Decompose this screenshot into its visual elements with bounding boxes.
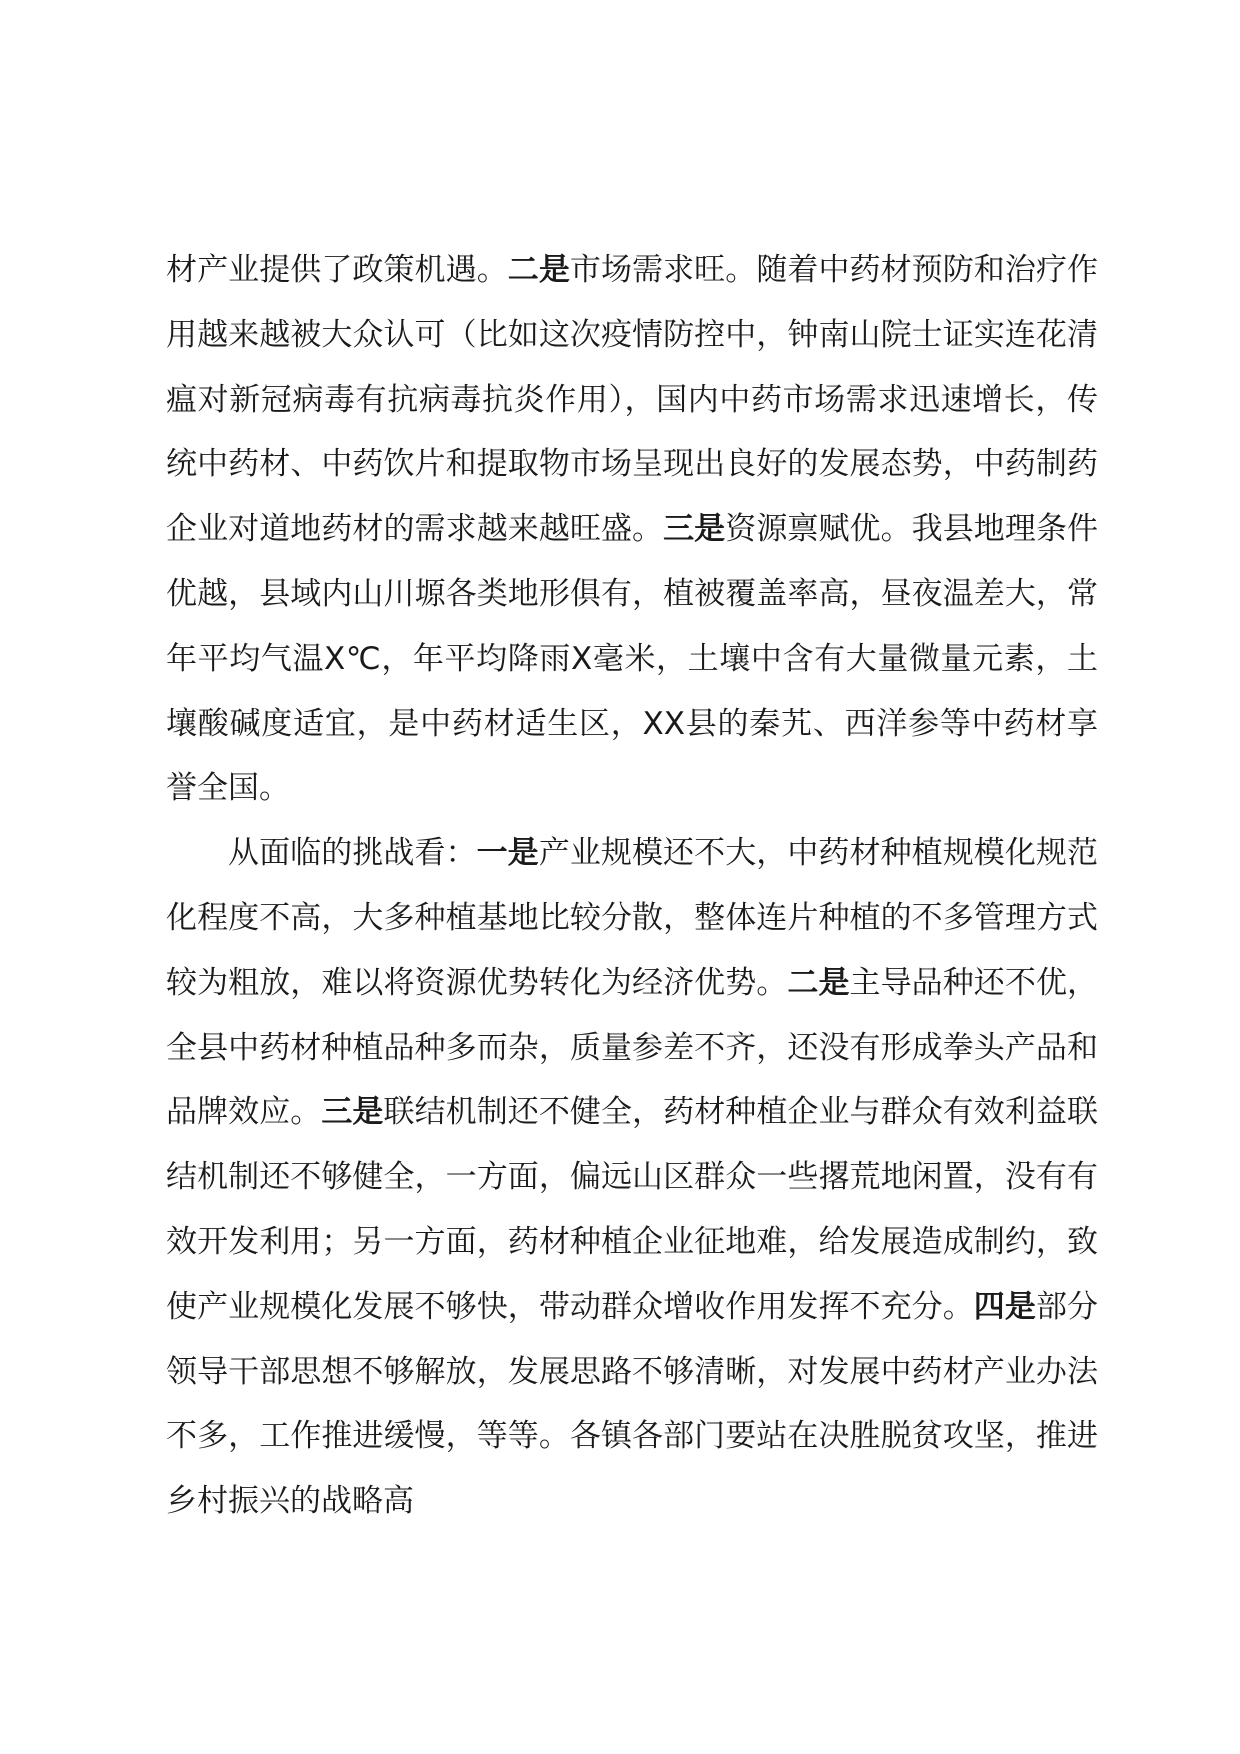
document-body bbox=[166, 238, 1098, 1534]
paragraph-challenges bbox=[166, 821, 1098, 1534]
text-segment: 从面临的挑战看： bbox=[228, 835, 477, 872]
text-segment: 部分领导干部思想不够解放，发展思路不够清晰，对发展中药材产业办法不多，工作推进缓慢，等等。各镇各部门要站在决胜脱贫攻坚，推进乡村振兴的战略高 bbox=[166, 1288, 1099, 1520]
point-lead-first: 一是 bbox=[476, 835, 539, 872]
paragraph-opportunities bbox=[166, 238, 1098, 821]
text-segment: 资源禀赋优。我县地理条件优越，县域内山川塬各类地形俱有，植被覆盖率高，昼夜温差大，常年平均气温X℃，年平均降雨X毫米，土壤中含有大量微量元素，土壤酸碱度适宜，是中药材适生区，XX县的秦艽、西洋参等中药材享誉全国。 bbox=[166, 511, 1099, 807]
point-lead-second: 二是 bbox=[507, 252, 570, 288]
point-lead-third: 三是 bbox=[321, 1094, 384, 1131]
point-lead-fourth: 四是 bbox=[973, 1288, 1036, 1325]
text-segment: 主导品种还不优，全县中药材种植品种多而杂，质量参差不齐，还没有形成拳头产品和品牌效应。 bbox=[166, 964, 1099, 1131]
text-segment: 联结机制还不健全，药材种植企业与群众有效利益联结机制还不够健全，一方面，偏远山区群众一些撂荒地闲置，没有有效开发利用；另一方面，药材种植企业征地难，给发展造成制约，致使产业规模化发展不够快，带动群众增收作用发挥不充分。 bbox=[166, 1094, 1099, 1325]
text-segment: 市场需求旺。随着中药材预防和治疗作用越来越被大众认可（比如这次疫情防控中，钟南山院士证实连花清瘟对新冠病毒有抗病毒抗炎作用），国内中药市场需求迅速增长，传统中药材、中药饮片和提取物市场呈现出良好的发展态势，中药制药企业对道地药材的需求越来越旺盛。 bbox=[166, 252, 1099, 548]
point-lead-second: 二是 bbox=[787, 964, 850, 1001]
point-lead-third: 三是 bbox=[663, 511, 726, 548]
text-segment: 材产业提供了政策机遇。 bbox=[166, 252, 508, 288]
text-segment: 产业规模还不大，中药材种植规模化规范化程度不高，大多种植基地比较分散，整体连片种植的不多管理方式较为粗放，难以将资源优势转化为经济优势。 bbox=[166, 835, 1099, 1001]
